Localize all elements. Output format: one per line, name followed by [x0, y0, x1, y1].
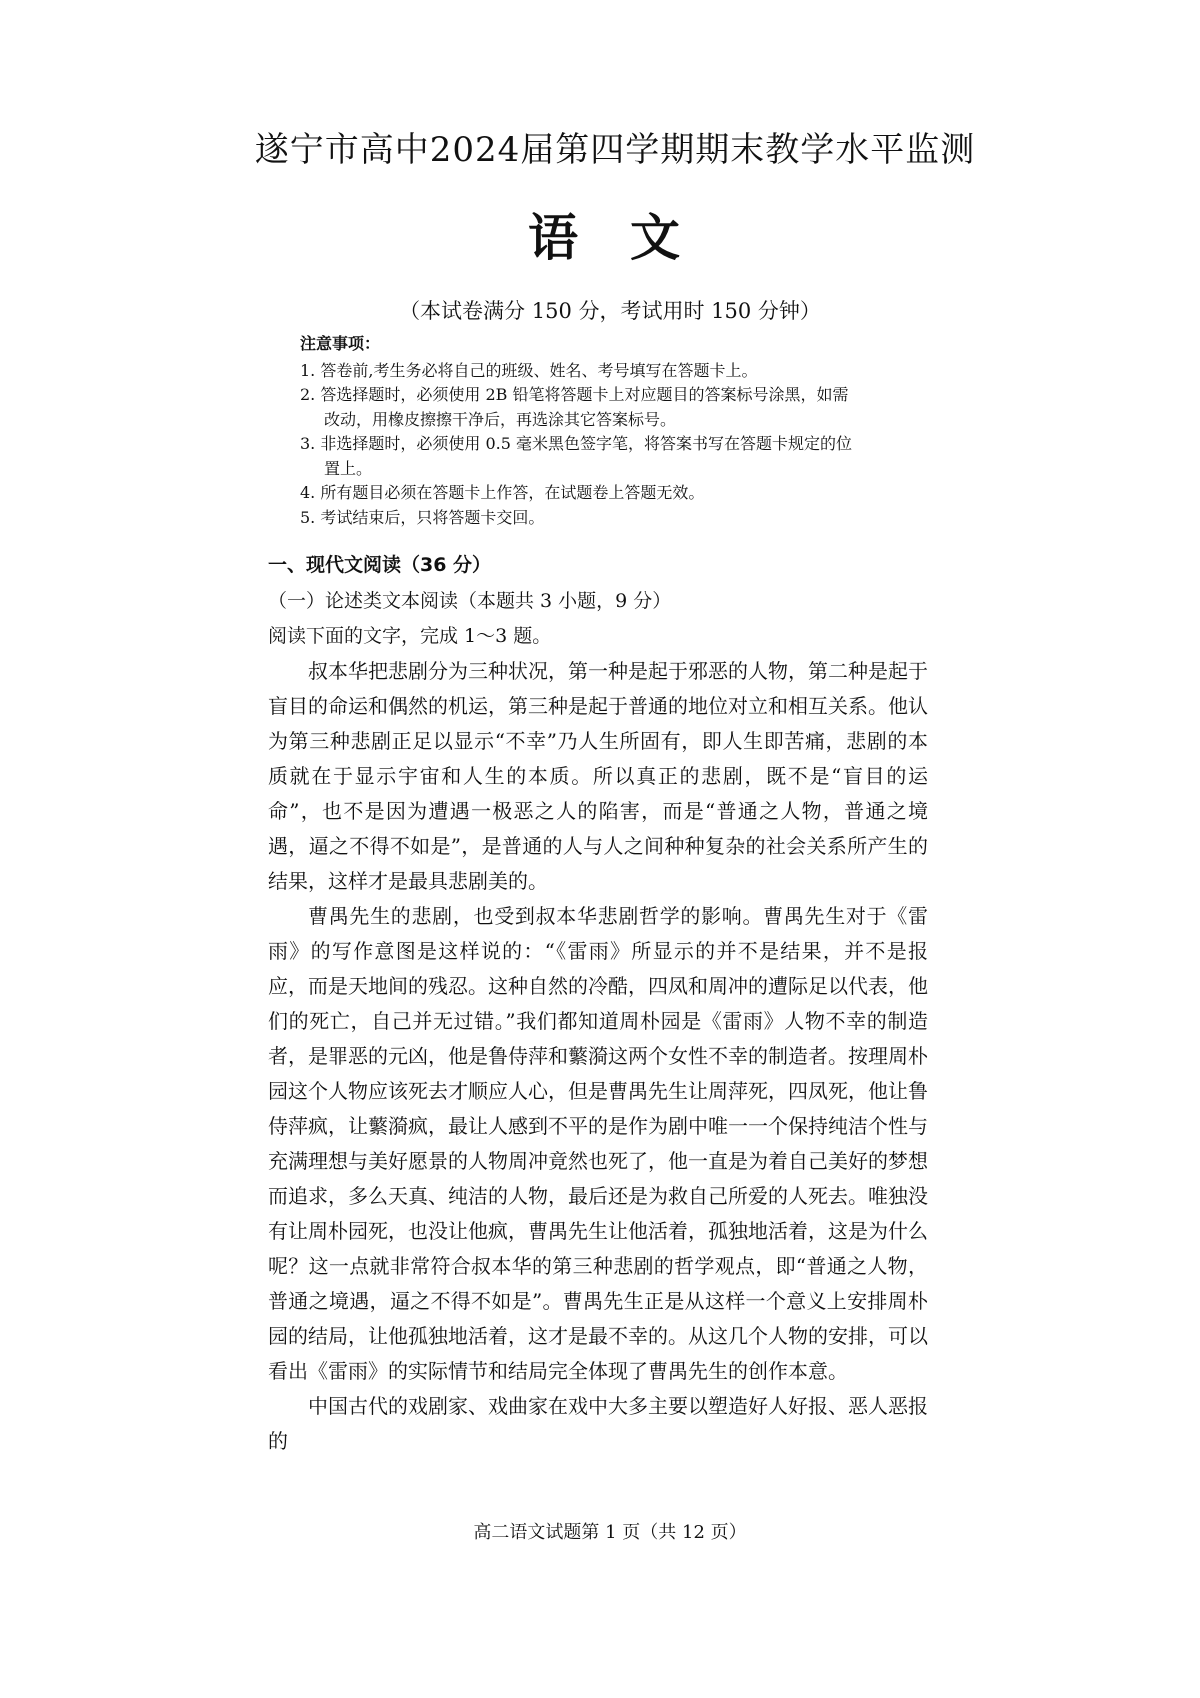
notice-heading: 注意事项： — [300, 334, 381, 353]
notice-item: 1. 答卷前,考生务必将自己的班级、姓名、考号填写在答题卡上。 — [300, 360, 758, 380]
notice-item: 4. 所有题目必须在答题卡上作答，在试题卷上答题无效。 — [300, 483, 705, 502]
notice-block — [300, 332, 860, 530]
passage-paragraph: 叔本华把悲剧分为三种状况，第一种是起于邪恶的人物，第二种是起于盲目的命运和偶然的机运，第三种是起于普通的地位对立和相互关系。他认为第三种悲剧正足以显示“不幸”乃人生所固有，即人生即苦痛，悲剧的本质就在于显示宇宙和人生的本质。所以真正的悲剧，既不是“盲目的运命”，也不是因为遭遇一极恶之人的陷害，而是“普通之人物，普通之境遇，逼之不得不如是”，是普通的人与人之间种种复杂的社会关系所产生的结果，这样才是最具悲剧美的。 — [268, 659, 928, 893]
reading-section — [268, 548, 928, 1459]
exam-info: （本试卷满分 150 分，考试用时 150 分钟） — [399, 299, 821, 323]
passage-paragraph: 中国古代的戏剧家、戏曲家在戏中大多主要以塑造好人好报、恶人恶报的 — [268, 1394, 928, 1453]
passage-paragraph: 曹禺先生的悲剧，也受到叔本华悲剧哲学的影响。曹禺先生对于《雷雨》的写作意图是这样说的：“《雷雨》所显示的并不是结果，并不是报应，而是天地间的残忍。这种自然的冷酷，四凤和周冲的遭际足以代表，他们的死亡，自己并无过错。”我们都知道周朴园是《雷雨》人物不幸的制造者，是罪恶的元凶，他是鲁侍萍和蘩漪这两个女性不幸的制造者。按理周朴园这个人物应该死去才顺应人心，但是曹禺先生让周萍死，四凤死，他让鲁侍萍疯，让蘩漪疯，最让人感到不平的是作为剧中唯一一个保持纯洁个性与充满理想与美好愿景的人物周冲竟然也死了，他一直是为着自己美好的梦想而追求，多么天真、纯洁的人物，最后还是为救自己所爱的人死去。唯独没有让周朴园死，也没让他疯，曹禺先生让他活着，孤独地活着，这是为什么呢？这一点就非常符合叔本华的第三种悲剧的哲学观点，即“普通之人物，普通之境遇，逼之不得不如是”。曹禺先生正是从这样一个意义上安排周朴园的结局，让他孤独地活着，这才是最不幸的。从这几个人物的安排，可以看出《雷雨》的实际情节和结局完全体现了曹禺先生的创作本意。 — [268, 904, 928, 1383]
subsection-heading: （一）论述类文本阅读（本题共 3 小题，9 分） — [268, 590, 672, 612]
page-footer: 高二语文试题第 1 页（共 12 页） — [473, 1522, 747, 1543]
notice-item: 5. 考试结束后，只将答题卡交回。 — [300, 507, 545, 527]
reading-instruction: 阅读下面的文字，完成 1～3 题。 — [268, 625, 552, 647]
notice-item: 3. 非选择题时，必须使用 0.5 毫米黑色签字笔，将答案书写在答题卡规定的位置上。 — [300, 434, 852, 478]
exam-title: 遂宁市高中2024届第四学期期末教学水平监测 — [254, 130, 976, 170]
subject-title: 语文 — [528, 209, 732, 267]
notice-item: 2. 答选择题时，必须使用 2B 铅笔将答题卡上对应题目的答案标号涂黑，如需改动，用橡皮擦擦干净后，再选涂其它答案标号。 — [300, 385, 849, 429]
section-heading: 一、现代文阅读（36 分） — [268, 554, 492, 576]
